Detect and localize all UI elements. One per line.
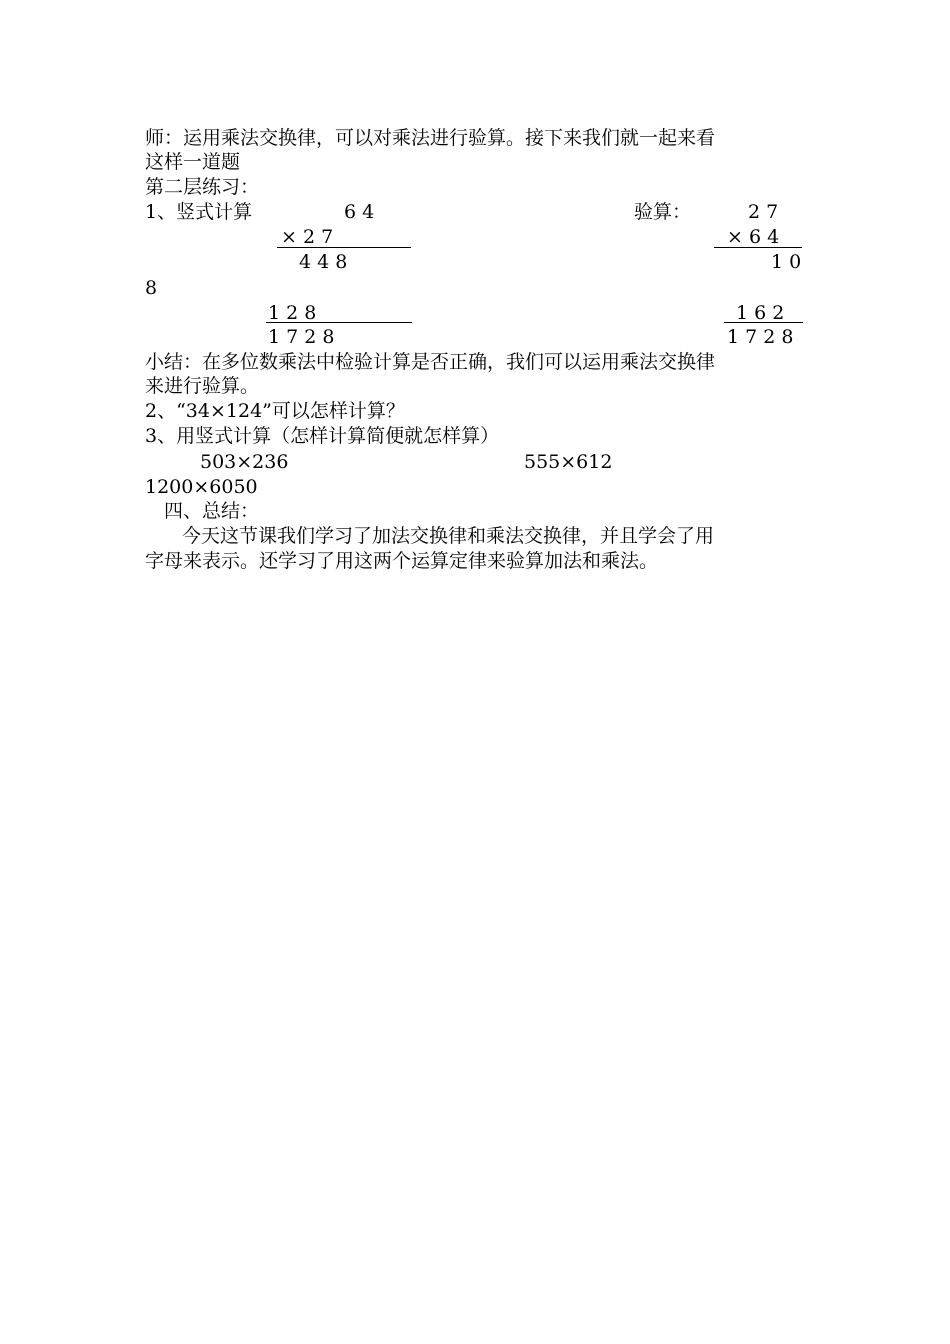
conclusion-title: 四、总结： <box>164 500 260 522</box>
conclusion-line1: 今天这节课我们学习了加法交换律和乘法交换律，并且学会了用 <box>182 525 715 547</box>
question-2: 2、“34×124”可以怎样计算？ <box>145 400 405 422</box>
summary-line1: 小结：在多位数乘法中检验计算是否正确，我们可以运用乘法交换律 <box>145 351 716 373</box>
left-multiplier: × 2 7 <box>281 226 334 248</box>
question-3-title: 3、用竖式计算（怎样计算简便就怎样算） <box>145 425 500 447</box>
q3-item-1: 503×236 <box>200 451 289 473</box>
right-partial2: 1 6 2 <box>736 302 785 324</box>
right-partial1: 1 0 <box>771 251 802 273</box>
right-multiplicand: 2 7 <box>748 201 779 223</box>
left-rule-1 <box>277 247 411 248</box>
check-label: 验算： <box>634 201 692 223</box>
summary-line2: 来进行验算。 <box>145 375 260 397</box>
section2-title: 第二层练习： <box>145 176 260 198</box>
right-rule-2 <box>724 322 803 323</box>
conclusion-line2: 字母来表示。还学习了用这两个运算定律来验算加法和乘法。 <box>145 550 659 572</box>
q3-item-3: 1200×6050 <box>145 476 258 498</box>
left-multiplicand: 6 4 <box>344 201 375 223</box>
right-rule-1 <box>714 247 802 248</box>
left-partial1-overflow: 8 <box>145 277 158 299</box>
q3-item-2: 555×612 <box>524 451 613 473</box>
left-rule-2 <box>266 322 412 323</box>
left-partial2: 1 2 8 <box>268 302 317 324</box>
teacher-intro-line1: 师：运用乘法交换律，可以对乘法进行验算。接下来我们就一起来看 <box>145 127 716 149</box>
teacher-intro-line2: 这样一道题 <box>145 151 241 173</box>
right-result: 1 7 2 8 <box>727 326 794 348</box>
left-partial1: 4 4 8 <box>299 251 348 273</box>
q1-label: 1、竖式计算 <box>145 201 253 223</box>
right-multiplier: × 6 4 <box>727 226 780 248</box>
left-result: 1 7 2 8 <box>268 326 335 348</box>
